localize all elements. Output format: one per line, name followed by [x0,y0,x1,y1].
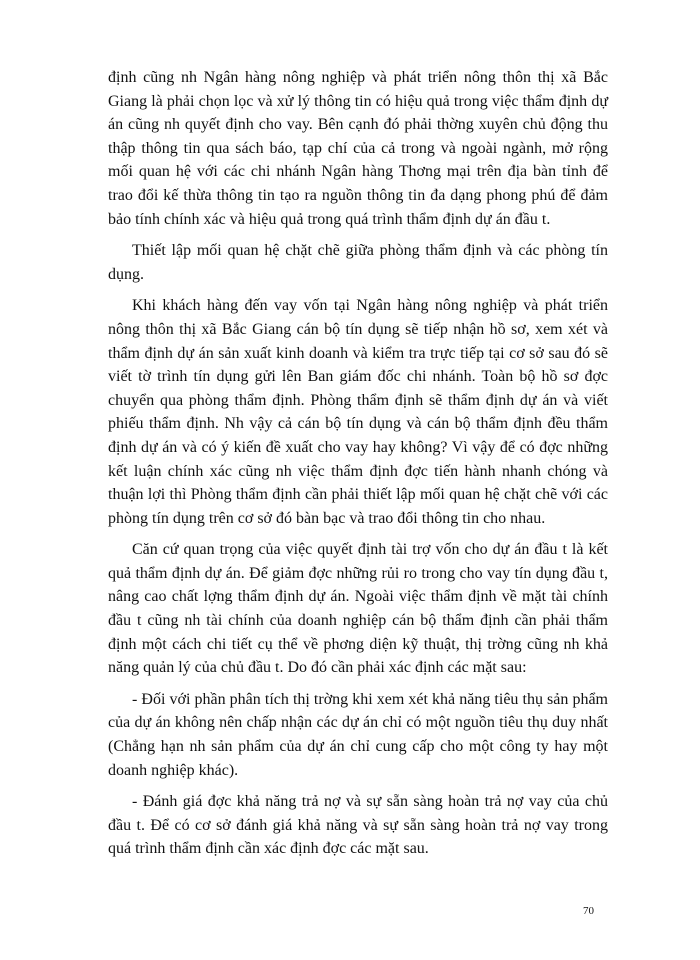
paragraph-continuation: định cũng nh Ngân hàng nông nghiệp và phát triển nông thôn thị xã Bắc Giang là phải chọn lọc và xử lý thông tin có hiệu quả trong việc thẩm định dự án cũng nh quyết định cho vay. Bên cạnh đó phải thờng xuyên chủ động thu thập thông tin qua sách báo, tạp chí của cả trong và ngoài ngành, mở rộng mối quan hệ với các chi nhánh Ngân hàng Thơng mại trên địa bàn tỉnh để trao đổi kế thừa thông tin tạo ra nguồn thông tin đa dạng phong phú để đảm bảo tính chính xác và hiệu quả trong quá trình thẩm định dự án đầu t. [108,69,608,228]
page-number: 70 [583,905,594,917]
body-text [108,66,608,869]
paragraph-market-analysis: - Đối với phần phân tích thị trờng khi xem xét khả năng tiêu thụ sản phẩm của dự án không nên chấp nhận các dự án chỉ có một nguồn tiêu thụ duy nhất (Chẳng hạn nh sản phẩm của dự án chỉ cung cấp cho một công ty hay một doanh nghiệp khác). [108,690,608,779]
paragraph-heading: Thiết lập mối quan hệ chặt chẽ giữa phòng thẩm định và các phòng tín dụng. [108,242,608,283]
paragraph-loan-process: Khi khách hàng đến vay vốn tại Ngân hàng nông nghiệp và phát triển nông thôn thị xã Bắc Giang cán bộ tín dụng sẽ tiếp nhận hồ sơ, xem xét và thẩm định dự án sản xuất kinh doanh và kiểm tra trực tiếp tại cơ sở sau đó sẽ viết tờ trình tín dụng gửi lên Ban giám đốc chi nhánh. Toàn bộ hồ sơ đợc chuyển qua phòng thẩm định. Phòng thẩm định sẽ thẩm định dự án và viết phiếu thẩm định. Nh vậy cả cán bộ tín dụng và cán bộ thẩm định đều thẩm định dự án và có ý kiến đề xuất cho vay hay không? Vì vậy để có đợc những kết luận chính xác cũng nh việc thẩm định đợc tiến hành nhanh chóng và thuận lợi thì Phòng thẩm định cần phải thiết lập mối quan hệ chặt chẽ với các phòng tín dụng trên cơ sở đó bàn bạc và trao đổi thông tin cho nhau. [108,297,608,527]
paragraph-repayment: - Đánh giá đợc khả năng trả nợ và sự sẵn sàng hoàn trả nợ vay của chủ đầu t. Để có cơ sở đánh giá khả năng và sự sẵn sàng hoàn trả nợ vay trong quá trình thẩm định cần xác định đợc các mặt sau. [108,793,608,858]
paragraph-appraisal-basis: Căn cứ quan trọng của việc quyết định tài trợ vốn cho dự án đầu t là kết quả thẩm định dự án. Để giảm đợc những rủi ro trong cho vay tín dụng đầu t, nâng cao chất lợng thẩm định dự án. Ngoài việc thẩm định về mặt tài chính đầu t cũng nh tài chính của doanh nghiệp cán bộ thẩm định cần phải thẩm định một cách chi tiết cụ thể về phơng diện kỹ thuật, thị trờng cũng nh khả năng quản lý của chủ đầu t. Do đó cần phải xác định các mặt sau: [108,541,608,677]
